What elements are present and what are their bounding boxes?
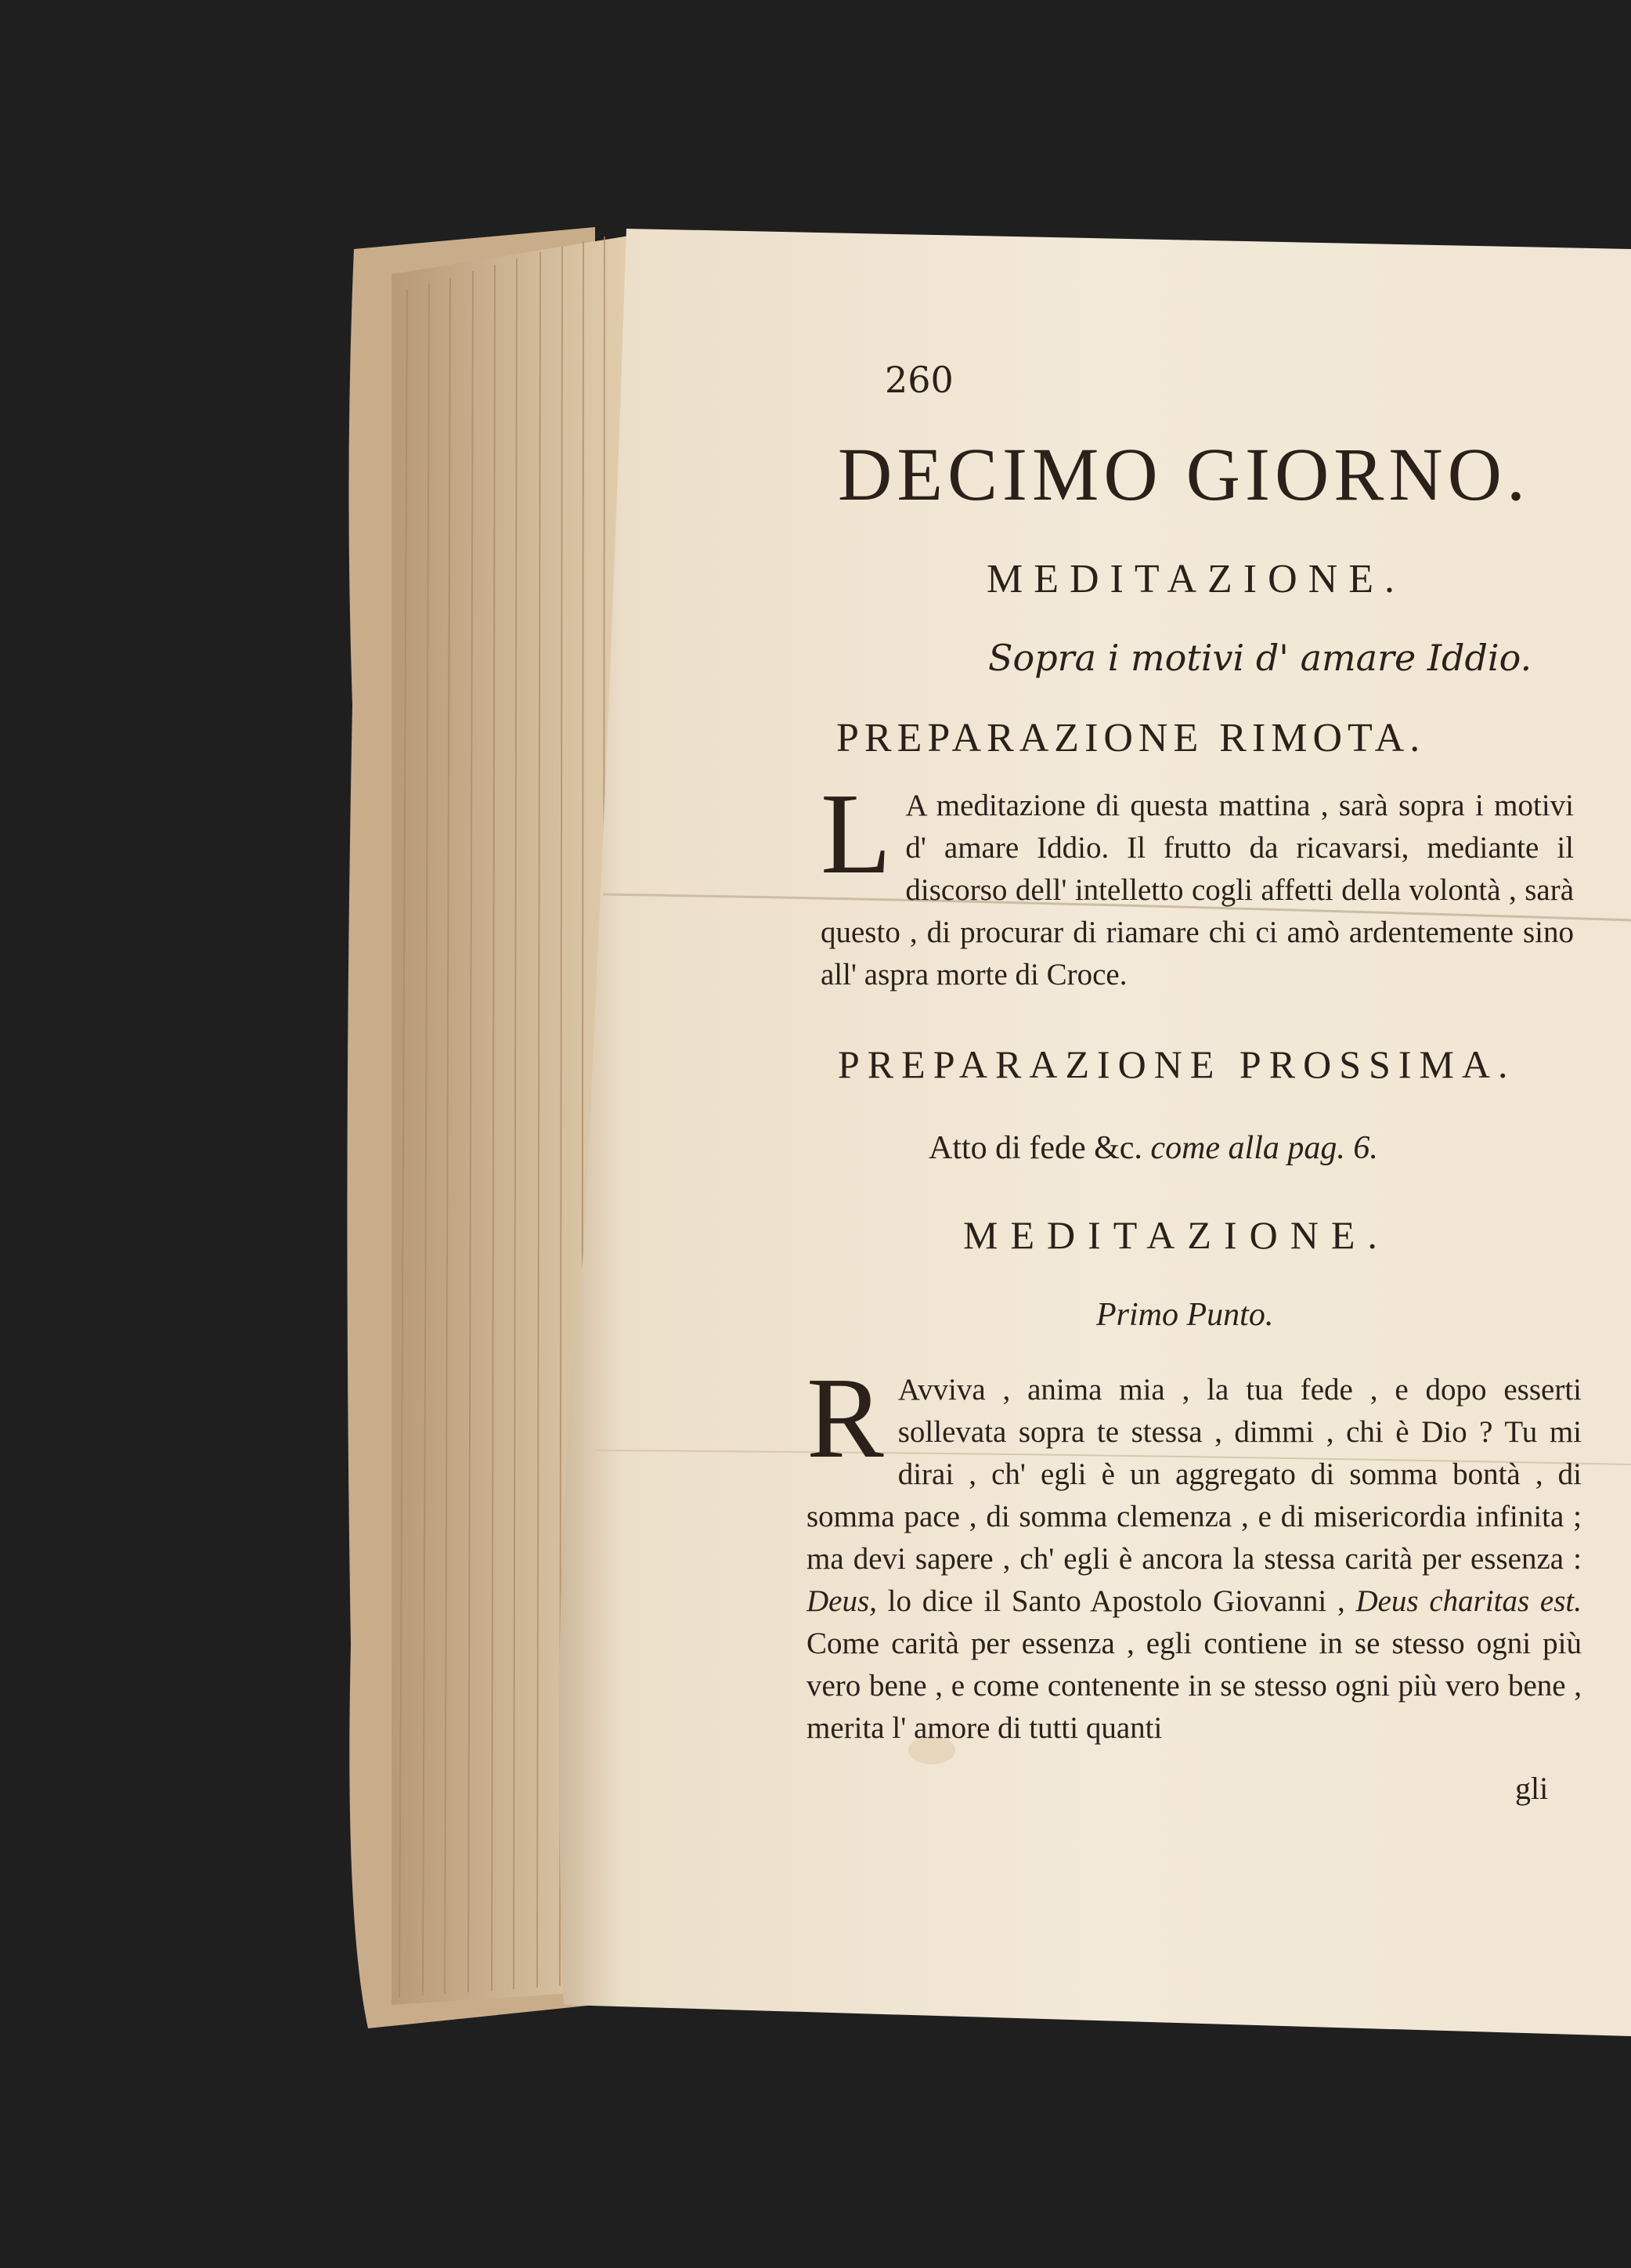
paragraph-text: Avviva , anima mia , la tua fede , e dopo esserti sollevata sopra te stessa , dimmi , chi è Dio ? Tu mi dirai , ch' egli è un aggregato di somma bontà , di somma pace , di somma clemenza , e di misericordia infinita ; ma devi sapere , ch' egli è ancora la stessa carità per essenza : xyxy=(806,1373,1582,1576)
catchword: gli xyxy=(1515,1771,1549,1806)
section-heading-meditazione-2: MEDITAZIONE. xyxy=(963,1213,1390,1257)
paragraph-text: lo dice il Santo Apostolo Giovanni , xyxy=(887,1584,1345,1618)
paragraph-primo-punto xyxy=(806,1354,1582,1750)
section-heading-meditazione: MEDITAZIONE. xyxy=(987,557,1405,601)
paragraph-rimota xyxy=(821,770,1574,996)
section-heading-prossima: PREPARAZIONE PROSSIMA. xyxy=(838,1042,1516,1086)
latin-quote: Deus charitas est. xyxy=(1355,1584,1582,1618)
page-reference: come alla pag. 6. xyxy=(1150,1130,1378,1166)
page-number: 260 xyxy=(885,359,954,401)
latin-quote: Deus, xyxy=(806,1584,877,1618)
act-of-faith-text: Atto di fede &c. xyxy=(929,1130,1142,1166)
point-heading: Primo Punto. xyxy=(1096,1297,1274,1333)
page-title: DECIMO GIORNO. xyxy=(838,432,1530,516)
drop-cap: R xyxy=(806,1354,884,1483)
paragraph-text: A meditazione di questa mattina , sarà sopra i motivi d' amare Iddio. Il frutto da ricavarsi, mediante il discorso dell' intelletto cogli affetti della volontà , sarà questo , di procurar di riamare chi ci amò ardentemente sino all' aspra morte di Croce. xyxy=(821,789,1574,991)
drop-cap: L xyxy=(821,770,892,898)
paragraph-text: Come carità per essenza , egli contiene in se stesso ogni più vero bene , e come contenente in se stesso ogni più vero bene , merita l' amore di tutti quanti xyxy=(806,1627,1582,1745)
meditation-subtitle: Sopra i motivi d' amare Iddio. xyxy=(988,637,1532,679)
section-heading-rimota: PREPARAZIONE RIMOTA. xyxy=(836,716,1426,760)
act-of-faith-line xyxy=(929,1129,1378,1167)
